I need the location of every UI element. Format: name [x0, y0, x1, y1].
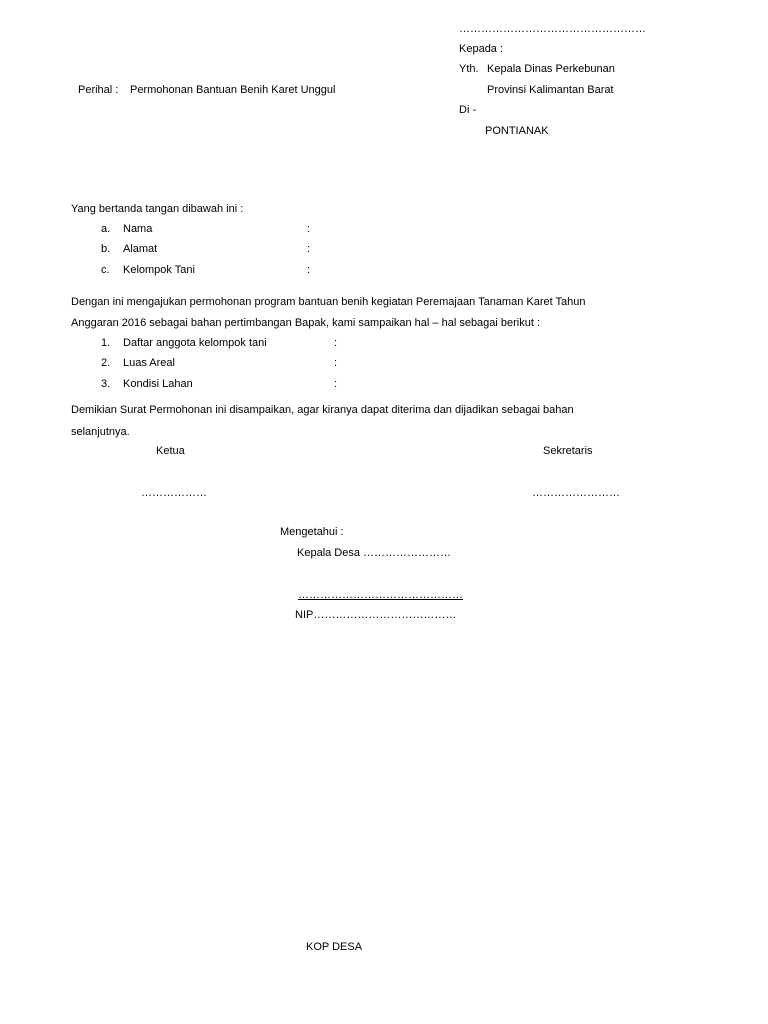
- signature-right-dots: ……………………: [532, 487, 620, 499]
- di-label: Di -: [459, 104, 477, 116]
- attachment-marker: 3.: [101, 378, 111, 390]
- attachment-colon: :: [334, 378, 338, 390]
- recipient-province: Provinsi Kalimantan Barat: [487, 84, 614, 96]
- kop-desa-label: KOP DESA: [306, 941, 363, 953]
- perihal-text: Permohonan Bantuan Benih Karet Unggul: [130, 84, 336, 96]
- date-line: ……………………………………………: [459, 23, 646, 35]
- recipient-title: Kepala Dinas Perkebunan: [487, 63, 615, 75]
- closing-line-1: Demikian Surat Permohonan ini disampaikan, agar kiranya dapat diterima dan dijadikan sebagai bahan: [71, 404, 574, 416]
- acknowledgement-label: Mengetahui :: [280, 526, 344, 538]
- acknowledgement-title: Kepala Desa ……………………: [297, 547, 452, 559]
- city-label: PONTIANAK: [485, 125, 549, 137]
- identity-marker: a.: [101, 223, 111, 235]
- attachment-label-daftar-anggota: Daftar anggota kelompok tani: [123, 337, 267, 349]
- body-line-2: Anggaran 2016 sebagai bahan pertimbangan Bapak, kami sampaikan hal – hal sebagai berikut :: [71, 317, 541, 329]
- attachment-colon: :: [334, 357, 338, 369]
- closing-line-2: selanjutnya.: [71, 426, 130, 438]
- signature-left-title: Ketua: [156, 445, 185, 457]
- identity-colon: :: [307, 243, 311, 255]
- attachment-label-kondisi-lahan: Kondisi Lahan: [123, 378, 193, 390]
- intro-text: Yang bertanda tangan dibawah ini :: [71, 203, 244, 215]
- attachment-label-luas-areal: Luas Areal: [123, 357, 175, 369]
- attachment-marker: 1.: [101, 337, 111, 349]
- acknowledgement-nip: NIP…………………………………: [295, 609, 457, 621]
- yth-prefix: Yth.: [459, 63, 479, 75]
- attachment-marker: 2.: [101, 357, 111, 369]
- perihal-label: Perihal :: [78, 84, 119, 96]
- identity-label-kelompok-tani: Kelompok Tani: [123, 264, 195, 276]
- signature-left-dots: ………………: [141, 487, 207, 499]
- identity-colon: :: [307, 264, 311, 276]
- kepada-label: Kepada :: [459, 43, 504, 55]
- identity-marker: b.: [101, 243, 111, 255]
- attachment-colon: :: [334, 337, 338, 349]
- identity-label-alamat: Alamat: [123, 243, 158, 255]
- acknowledgement-name-dots: ………………………………………: [298, 589, 463, 601]
- identity-marker: c.: [101, 264, 110, 276]
- identity-colon: :: [307, 223, 311, 235]
- signature-right-title: Sekretaris: [543, 445, 593, 457]
- body-line-1: Dengan ini mengajukan permohonan program bantuan benih kegiatan Peremajaan Tanaman Karet Tahun: [71, 296, 586, 308]
- identity-label-nama: Nama: [123, 223, 153, 235]
